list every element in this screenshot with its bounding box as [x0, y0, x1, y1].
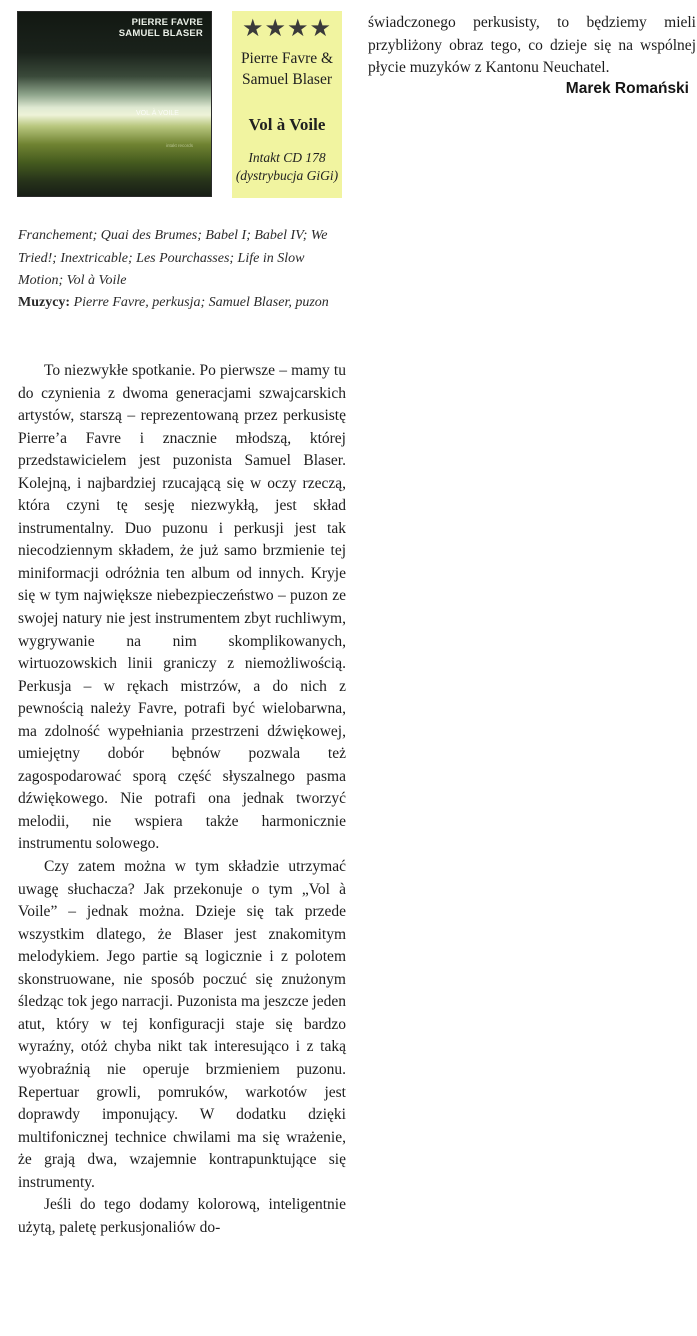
musicians-heading: Muzycy: [18, 295, 74, 310]
album-title: Vol à Voile [248, 115, 326, 134]
article-column-right [368, 12, 696, 80]
article-paragraph: Jeśli do tego dodamy kolorową, inteligentnie użytą, paletę perkusjonaliów do- [18, 1196, 346, 1236]
album-label: Intakt CD 178 (dystrybucja GiGi) [235, 150, 339, 183]
cover-artist-line2: SAMUEL BLASER [118, 28, 203, 39]
article-paragraph: świadczonego perkusisty, to będziemy mieli przybliżony obraz tego, co dzieje się na wspólnej płycie muzyków z Kantonu Neuchatel. [368, 14, 696, 77]
article-column-left [18, 360, 346, 1239]
album-artists: Pierre Favre & Samuel Blaser [240, 50, 334, 88]
rating-stars-icon: ★★★★ [241, 16, 333, 42]
track-list: Franchement; Quai des Brumes; Babel I; Babel IV; We Tried!; Inextricable; Les Pourchasses; Life in Slow Motion; Vol à Voile [18, 228, 328, 288]
article-paragraph: Czy zatem można w tym składzie utrzymać uwagę słuchacza? Jak przekonuje o tym „Vol à Voile” – jednak można. Dzieje się tak przede wszystkim dlatego, że Blaser jest znakomitym melodykiem. Jego partie są logicznie i z polotem skonstruowane, nie sposób poczuć się znużonym śledząc tok jego narracji. Puzonista ma jeszcze jeden atut, który w tej konfiguracji staje się bardzo wyraźny, otóż chyba nikt tak interesująco i z taką wyobraźnią nie operuje brzmieniem puzonu. Repertuar growli, pomruków, warkotów jest doprawdy imponujący. W dodatku dzięki multifonicznej technice chwilami ma się wrażenie, że grają dwa, wzajemnie kontrapunktujące się instrumenty. [18, 858, 346, 1191]
album-info-box [232, 11, 342, 198]
author-signature: Marek Romański [565, 80, 689, 97]
musicians-credits [18, 292, 346, 315]
cover-label: intakt records [166, 143, 194, 148]
article-paragraph: To niezwykłe spotkanie. Po pierwsze – mamy tu do czynienia z dwoma generacjami szwajcarskich artystów, starszą – reprezentowaną przez perkusistę Pierre’a Favre i znacznie młodszą, której przedstawicielem jest puzonista Samuel Blaser. Kolejną, i najbardziej rzucającą się w oczy rzeczą, która czyni tę sesję niezwykłą, jest skład instrumentalny. Duo puzonu i perkusji jest tak niecodziennym składem, że już samo brzmienie tej miniformacji odróżnia ten album od innych. Kryje się w tym największe niebezpieczeństwo – puzon ze swojej natury nie jest instrumentem zbyt ruchliwym, wygrywanie na nim skomplikowanych, wirtuozowskich linii graniczy z niemożliwością. Perkusja – w rękach mistrzów, a do nich z pewnością należy Favre, potrafi być wielobarwna, ma zdolność wypełniania przestrzeni dźwiękowej, umiejętny dobór bębnów pozwala też zagospodarować sporą część słyszalnego pasma dźwiękowego. Nie potrafi ona jednak tworzyć melodii, nie wspiera także harmonicznie instrumentu solowego. [18, 362, 346, 853]
musicians-list: Pierre Favre, perkusja; Samuel Blaser, puzon [73, 295, 329, 310]
cover-title: VOL À VOILE [136, 110, 179, 117]
cover-artist-line1: PIERRE FAVRE [131, 17, 203, 28]
album-cover [17, 11, 212, 197]
